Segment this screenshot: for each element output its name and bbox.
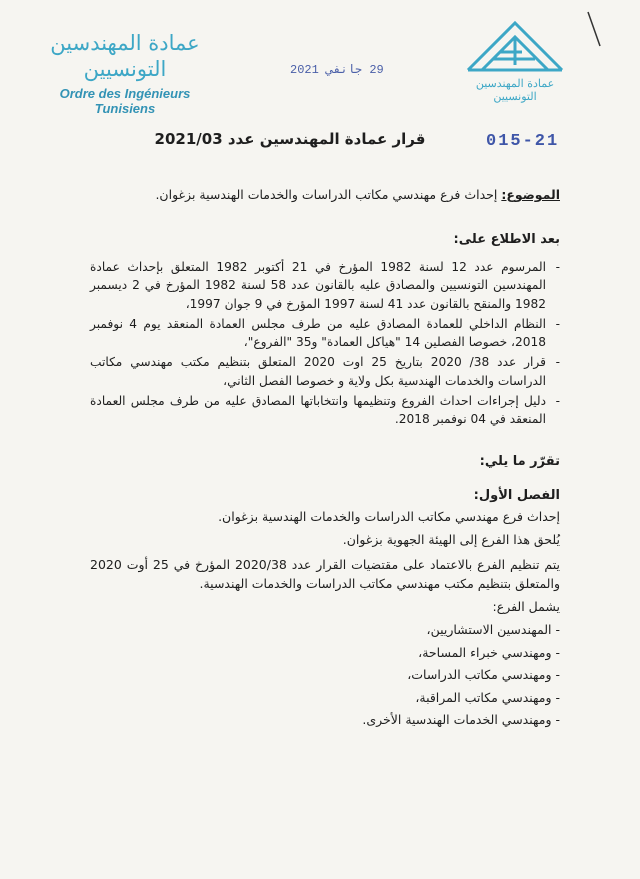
subject-label: الموضوع: — [501, 187, 560, 202]
paragraph-branch-organization: يتم تنظيم الفرع بالاعتماد على مقتضيات القرار عدد 2020/38 المؤرخ في 25 أوت 2020 والمتعلق بتنظيم مكتب مهندسي مكاتب الدراسات والخدمات الهندسية. — [90, 557, 560, 591]
list-item: - المهندسين الاستشاريين، — [426, 622, 560, 637]
article-one-heading: الفصل الأول: — [473, 488, 560, 503]
left-logo — [30, 30, 220, 116]
pen-stroke-mark — [585, 10, 605, 50]
right-logo — [455, 15, 575, 103]
review-list — [90, 258, 560, 431]
list-item: - ومهندسي الخدمات الهندسية الأخرى. — [362, 712, 560, 727]
ordre-emblem-icon — [460, 15, 570, 75]
list-item: - دليل إجراءات احداث الفروع وتنظيمها وانتخاباتها المصادق عليه من طرف مجلس العمادة المنعقد في 04 نوفمبر 2018. — [90, 392, 560, 429]
list-item: - ومهندسي خبراء المساحة، — [418, 644, 560, 660]
after-review-heading: بعد الاطلاع على: — [453, 232, 560, 247]
right-logo-arabic: عمادة المهندسين التونسيين — [475, 77, 555, 103]
list-item: - المرسوم عدد 12 لسنة 1982 المؤرخ في 21 أكتوبر 1982 المتعلق بإحداث عمادة المهندسين التونسيين والمصادق عليه بالقانون عدد 58 لسنة 1982 المؤرخ في 2 ديسمبر 1982 والمنقح بالقانون عدد 41 لسنة 1997 المؤرخ في 9 جوان 1997، — [90, 258, 560, 313]
received-date-stamp: 29 جانفي 2021 — [290, 63, 384, 77]
paragraph-branch-includes: يشمل الفرع: — [492, 599, 560, 614]
decision-title: قرار عمادة المهندسين عدد 2021/03 — [154, 130, 426, 148]
decided-heading: تقرّر ما يلي: — [479, 454, 560, 469]
list-item: - قرار عدد 38/ 2020 بتاريخ 25 اوت 2020 المتعلق بتنظيم مكتب مهندسي مكاتب الدراسات والخدمات الهندسية بكل ولاية و خصوصا الفصل الثاني، — [90, 353, 560, 390]
branch-members-list — [90, 619, 560, 732]
left-logo-french: Ordre des Ingénieurs Tunisiens — [59, 86, 191, 116]
paragraph-branch-creation: إحداث فرع مهندسي مكاتب الدراسات والخدمات الهندسية بزغوان. — [218, 509, 560, 524]
list-item: - النظام الداخلي للعمادة المصادق عليه من طرف مجلس العمادة المنعقد يوم 4 نوفمبر 2018، خصوصا الفصلين 14 "هياكل العمادة" و35 "الفروع"، — [90, 315, 560, 352]
paragraph-branch-attachment: يُلحق هذا الفرع إلى الهيئة الجهوية بزغوان. — [342, 532, 560, 547]
subject-text: إحداث فرع مهندسي مكاتب الدراسات والخدمات الهندسية بزغوان. — [155, 187, 502, 202]
subject-line — [100, 186, 560, 204]
reference-number: 015-21 — [486, 132, 560, 151]
left-logo-arabic: عمادة المهندسين التونسيين — [50, 31, 200, 81]
list-item: - ومهندسي مكاتب المراقبة، — [415, 689, 560, 705]
list-item: - ومهندسي مكاتب الدراسات، — [407, 667, 560, 682]
